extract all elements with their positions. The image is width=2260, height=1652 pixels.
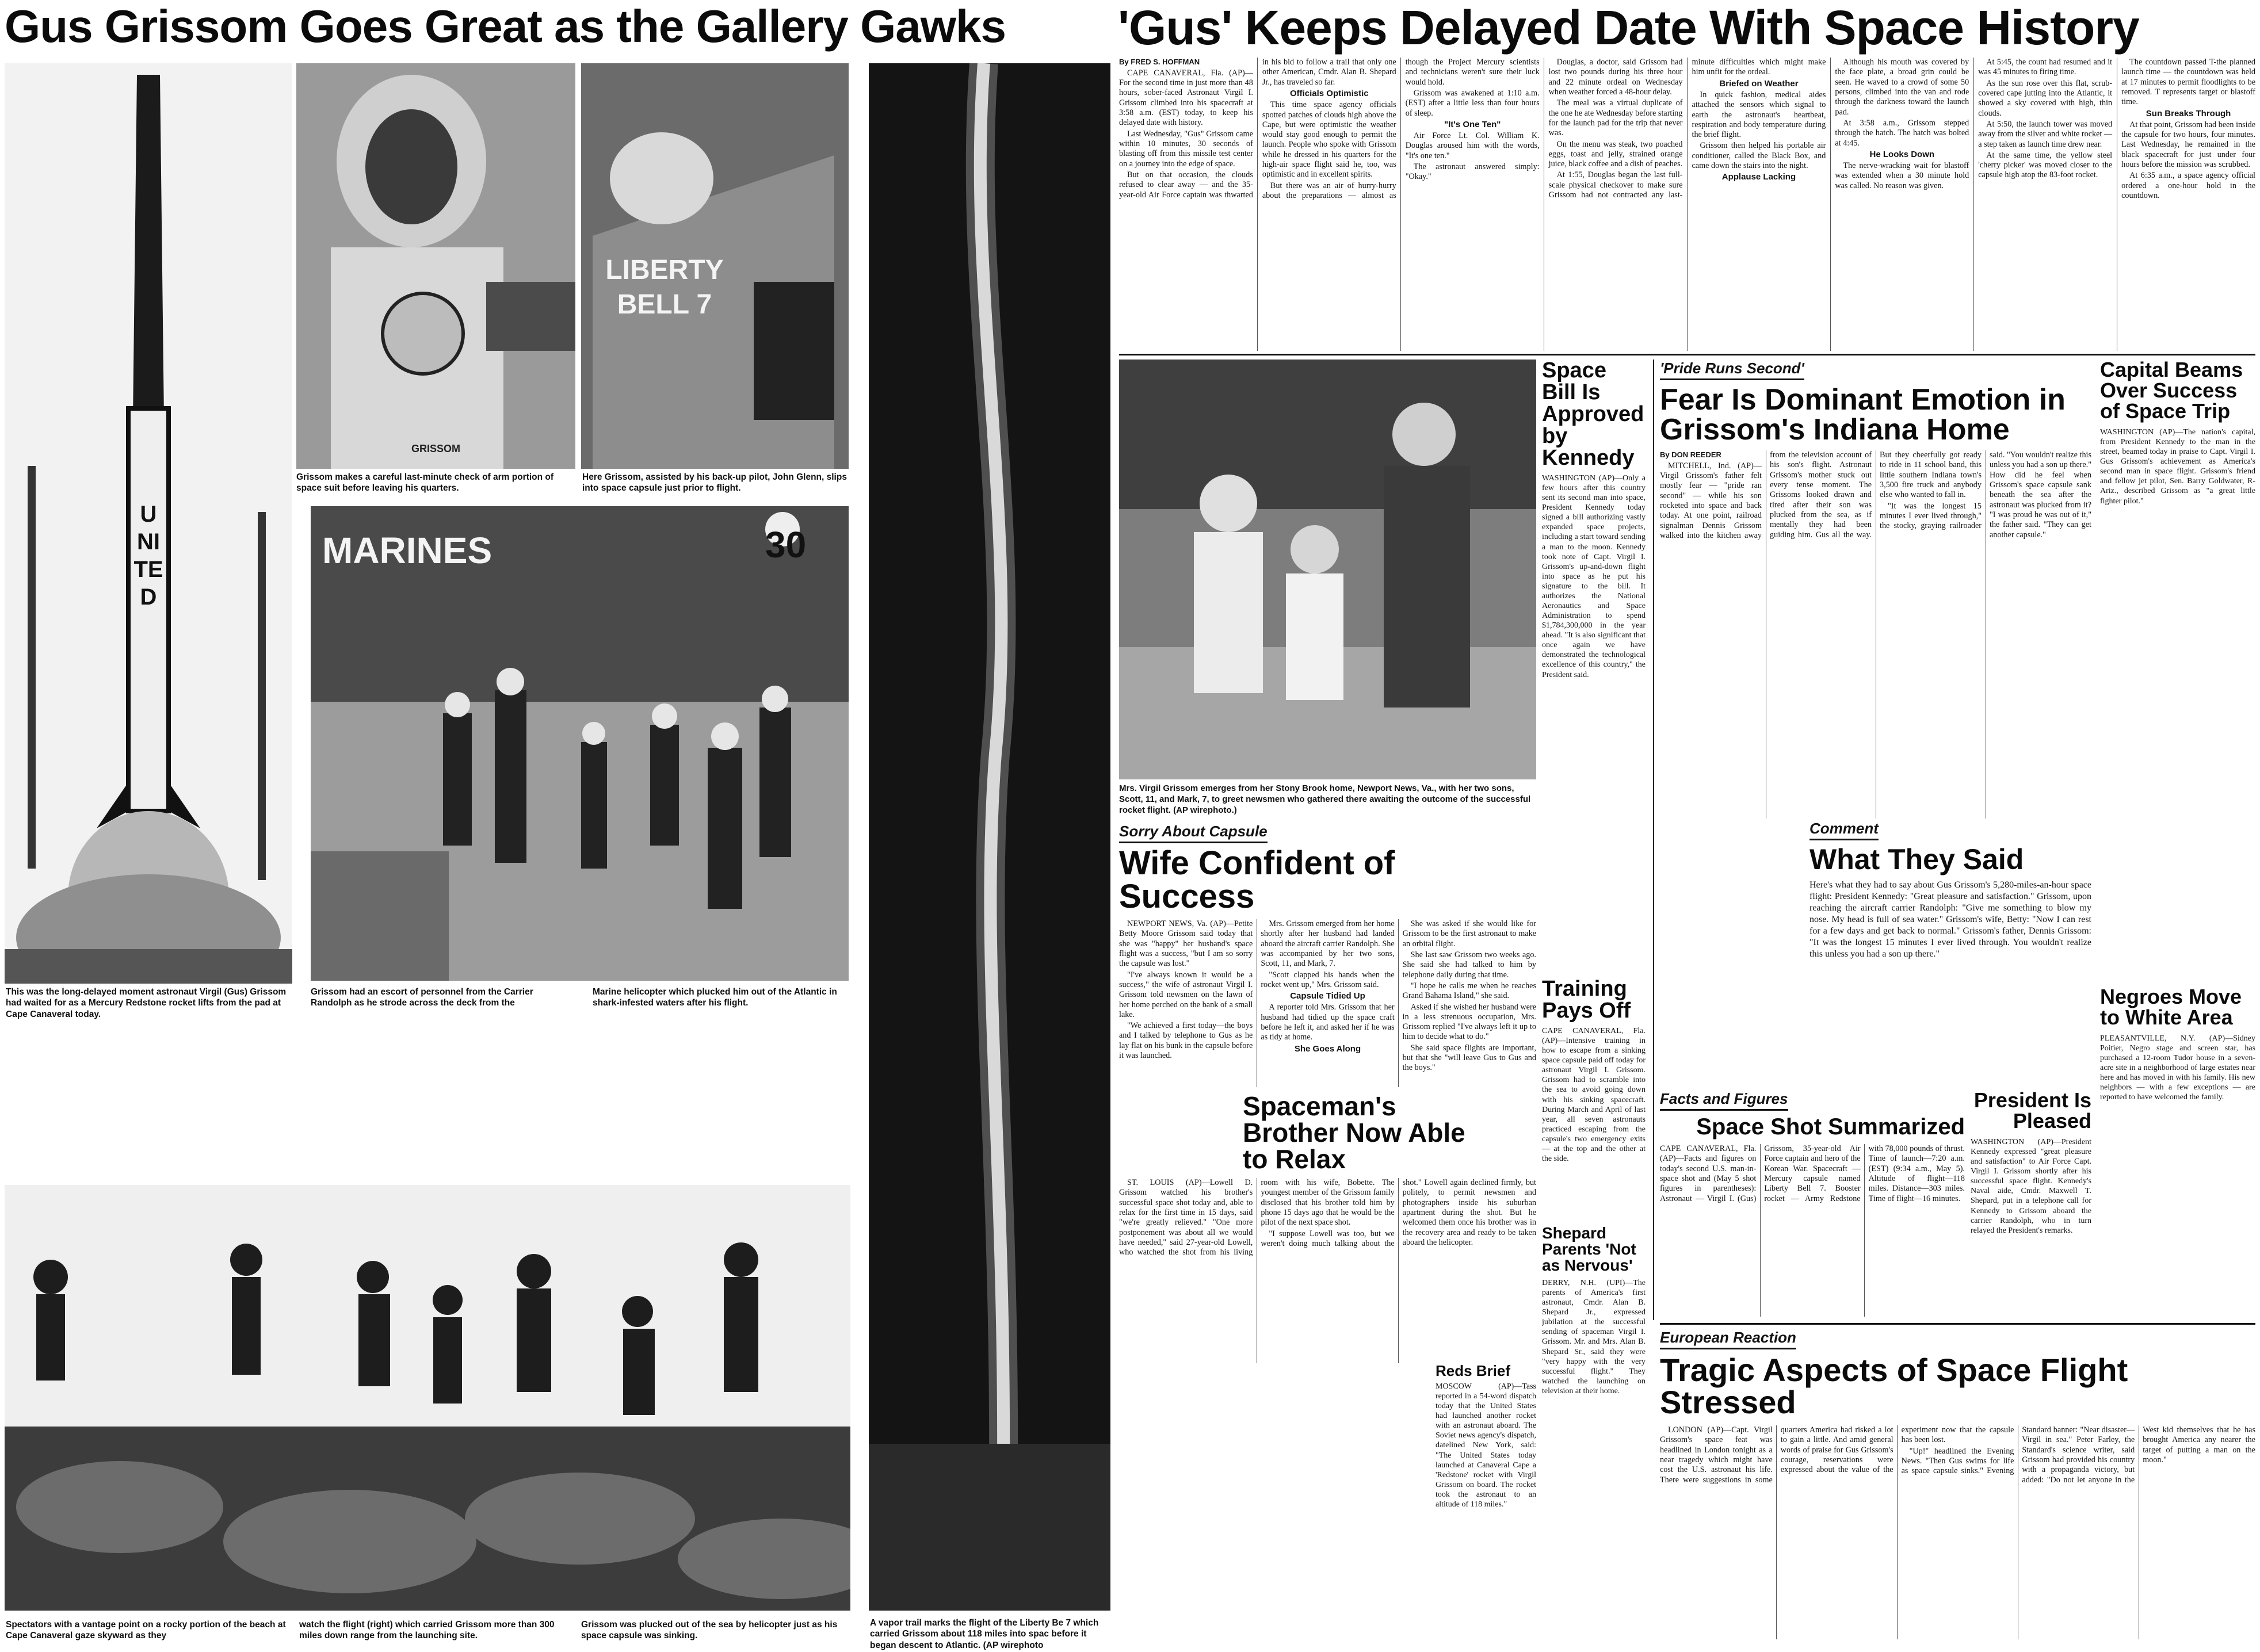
main-paragraph: At 5:50, the launch tower was moved away from the silver and white rocket — a step taken as launch time drew near. (1978, 119, 2113, 149)
capsule-caption: Here Grissom, assisted by his back-up pilot, John Glenn, slips into space capsule just prior to flight. (582, 472, 847, 494)
fear-byline: By DON REEDER (1660, 450, 1721, 459)
fear-paragraph: MITCHELL, Ind. (AP)—Virgil Grissom's father felt mostly fear — "pride ran second" — while his son rocketed into space and back today. At one point, railroad signalman Dennis Grissom walked into the kitchen away from the television account of his son's flight. Astronaut Grissom's mother stuck out every tense moment. The Grissoms looked drawn and tired after their son was plucked from the sea, as if mentally they had been guiding him. Gus all the way. But they cheerfully got ready to ride in 11 school band, this little southern Indiana town's 3,500 fire truck and anybody else who wanted to fall in. (1660, 450, 1982, 541)
main-paragraph: As the sun rose over this flat, scrub-covered cape jutting into the Atlantic, it showed a sky covered with high, thin clouds. (1978, 78, 2113, 118)
main-paragraph: In quick fashion, medical aides attached the sensors which signal to earth the astronaut's heartbeat, respiration and body temperature during the brief flight. (1692, 90, 1826, 140)
right-page (1113, 0, 2260, 1652)
wife-body (1119, 919, 1536, 1087)
reds-story (1436, 1363, 1536, 1605)
fear-paragraph: "It was the longest 15 minutes I ever lived through," the stocky, graying railroader said. "You wouldn't realize this unless you had a son up there." How did he feel when Grissom's space capsule sank beneath the sea after the astronaut was plucked from it? "I was proud he was out of it," the father said. "They can get another capsule." (1880, 450, 2091, 540)
negroes-headline: Negroes Move to White Area (2100, 986, 2242, 1029)
brother-paragraph: "I suppose Lowell was too, but we weren't doing much talking about the shot." Lowell again declined firmly, but politely, to permit newsmen and photographers inside his suburban apartment during the shot. But he welcomed them once his brother was in the recovery area and ready to be taken aboard the helicopter. (1261, 1178, 1536, 1248)
tragic-kicker: European Reaction (1660, 1329, 1796, 1349)
fear-kicker: 'Pride Runs Second' (1660, 360, 1804, 380)
tragic-headline: Tragic Aspects of Space Flight Stressed (1660, 1352, 2128, 1420)
column-rule (1653, 360, 1654, 1320)
right-headline: 'Gus' Keeps Delayed Date With Space History (1118, 1, 2139, 55)
marines-label: MARINES (322, 530, 493, 571)
rocket-caption: This was the long-delayed moment astronaut Virgil (Gus) Grissom had waited for as a Mercury Redstone rocket lifts from the pad at Cape Canaveral today. (6, 987, 287, 1019)
main-subhead: Sun Breaks Through (2146, 108, 2231, 118)
negroes-body: PLEASANTVILLE, N.Y. (AP)—Sidney Poitier, Negro stage and screen star, has purchased a 12-room Tudor house in a seven-acre site in a neighborhood of large estates near here and has moved in with his family. His new neighbors — with a few exceptions — are reported to have welcomed the family. (2100, 1034, 2255, 1102)
vapor-trail-photo (869, 63, 1110, 1611)
tragic-body (1660, 1425, 2255, 1639)
capsule-photo (581, 63, 849, 469)
brother-body (1119, 1178, 1536, 1363)
wife-paragraph: Mrs. Grissom emerged from her home shortly after her husband had landed aboard the aircraft carrier Randolph. She was accompanied by her two sons, Scott, 11, and Mark, 7. (1261, 919, 1395, 969)
wife-paragraph: Asked if she wished her husband were in a less strenuous occupation, Mrs. Grissom replied "I've always left it up to him to decide what to do." (1402, 1002, 1536, 1042)
main-paragraph: The nerve-wracking wait for blastoff was extended when a 30 minute hold was called. No reason was given. (1835, 161, 1969, 190)
main-paragraph: CAPE CANAVERAL, Fla. (AP)—For the second time in just more than 48 hours, sober-faced Astronaut Virgil I. Grissom climbed into his spacecraft at 3:58 a.m. (EST) today, to keep his delayed date with history. (1119, 68, 1253, 128)
fear-body (1660, 450, 2091, 819)
space-bill-headline: Space Bill Is Approved by Kennedy (1542, 360, 1644, 470)
vapor-caption: A vapor trail marks the flight of the Liberty Be 7 which carried Grissom about 118 miles into spac before it began descent to Atlantic. (AP wirephoto (870, 1618, 1099, 1650)
facts-headline: Space Shot Summarized (1696, 1114, 1965, 1139)
main-paragraph: At that point, Grissom had been inside the capsule for two hours, four minutes. Last Wednesday, he remained in the black spacecraft for just under four hours before the mission was scrubbed. (2121, 120, 2255, 170)
brother-headline: Spaceman's Brother Now Able to Relax (1243, 1093, 1465, 1174)
escort-caption: Grissom had an escort of personnel from the Carrier Randolph as he strode across the deck from the (311, 987, 533, 1008)
space-bill-story (1542, 360, 1646, 969)
training-story (1542, 978, 1646, 1219)
reds-headline: Reds Brief (1436, 1363, 1511, 1379)
escort-photo (311, 506, 849, 981)
training-body: CAPE CANAVERAL, Fla. (AP)—Intensive training in how to escape from a sinking space capsule paid off today for astronaut Virgil I. Grissom. Grissom had to scramble into the sea to avoid going down with his sinking spacecraft. During March and April of last year, all seven astronauts practiced escaping from the capsule's two emergency exits — at the top and the other at the side. (1542, 1027, 1646, 1164)
facts-kicker: Facts and Figures (1660, 1090, 1788, 1111)
main-paragraph: At 5:45, the count had resumed and it was 45 minutes to firing time. (1978, 58, 2113, 77)
tragic-paragraph: "Up!" headlined the Evening News. "Then Gus swims for life as space capsule sinks." Evening Standard banner: "Near disaster—Virgil in sea." Peter Farley, the Standard's science writer, said Grissom had provided his country with a propaganda victory, but added: "Do not let anyone in the West kid themselves that he has brought America any nearer the target of putting a man on the moon." (1901, 1425, 2255, 1485)
main-paragraph: On the menu was steak, two poached eggs, toast and jelly, strained orange juice, black coffee and a dish of peaches. (1548, 139, 1683, 169)
tail-number: 30 (765, 524, 807, 565)
rocket-launch-photo (5, 63, 292, 984)
facts-story (1660, 1090, 1965, 1320)
fear-story (1660, 360, 2091, 820)
main-byline: By FRED S. HOFFMAN (1119, 58, 1200, 66)
wife-paragraph: A reporter told Mrs. Grissom that her husband had tidied up the space craft before he left it, and asked her if he was as tidy at home. (1261, 1003, 1395, 1042)
shepard-body: DERRY, N.H. (UPI)—The parents of America's first astronaut, Cmdr. Alan B. Shepard Jr., expressed jubilation at the successful sending of spaceman Virgil I. Grissom. Mr. and Mrs. Alan B. Shepard Sr., said they were "very happy with the very successful flight." They watched the launching on television at their home. (1542, 1279, 1646, 1395)
left-page (0, 0, 1110, 1652)
main-paragraph: This time space agency officials spotted patches of clouds high above the Cape, but were optimistic the weather would stay good enough to permit the launch. People who spoke with Grissom while he dressed in his quarters for the high-air space flight said he, too, was optimistic and in excellent spirits. (1262, 100, 1396, 179)
main-subhead: Officials Optimistic (1289, 88, 1369, 98)
main-paragraph: The meal was a virtual duplicate of the one he ate Wednesday before starting for the launch pad for the trip that never was. (1548, 98, 1683, 138)
main-paragraph: At the same time, the yellow steel 'cherry picker' was moved closer to the capsule high atop the 83-foot rocket. (1978, 150, 2113, 180)
wife-paragraph: She said space flights are important, but that she "will leave Gus to Gus and the boys." (1402, 1043, 1536, 1073)
facts-body: CAPE CANAVERAL, Fla. (AP)—Facts and figures on today's second U.S. man-in-space shot and (May 5 shot figures in parentheses): Astronaut — Virgil I. (Gus) Grissom, 35-year-old Air Force captain and hero of the Korean War. Spacecraft — Mercury capsule named Liberty Bell 7. Booster rocket — Army Redstone with 78,000 pounds of thrust. Time of launch—7:20 a.m. (EST) (9:34 a.m., May 5). Altitude of flight—118 miles. Distance—303 miles. Time of flight—16 minutes. (1660, 1144, 1965, 1203)
wife-paragraph: She was asked if she would like for Grissom to be the first astronaut to make an orbital flight. (1402, 919, 1536, 949)
wife-story (1119, 823, 1536, 1087)
main-paragraph: The astronaut answered simply: "Okay." (1405, 162, 1540, 182)
what-headline: What They Said (1809, 843, 2024, 875)
main-paragraph: But on that occasion, the clouds refused to clear away — and the 35-year-old Air Force captain was thwarted in his bid to follow a trail that only one other American, Cmdr. Alan B. Shepard Jr., has traveled so far. (1119, 58, 1396, 200)
wife-headline: Wife Confident of Success (1119, 844, 1395, 915)
capital-headline: Capital Beams Over Success of Space Trip (2100, 360, 2243, 423)
negroes-story (2100, 986, 2255, 1309)
spectators-caption-b: watch the flight (right) which carried Grissom more than 300 miles down range from the launching site. (299, 1620, 555, 1641)
president-headline: President Is Pleased (1973, 1090, 2091, 1133)
top-section-rule (1119, 354, 2255, 355)
what-kicker: Comment (1809, 820, 1879, 840)
president-story (1971, 1090, 2091, 1320)
capital-story (2100, 360, 2255, 981)
capsule-label: LIBERTY BELL 7 (605, 255, 724, 320)
main-paragraph: Grissom was awakened at 1:10 a.m. (EST) after a little less than four hours of sleep. (1405, 88, 1540, 118)
tragic-story (1660, 1329, 2255, 1639)
spectators-caption-c: Grissom was plucked out of the sea by helicopter just as his space capsule was sinking. (581, 1620, 838, 1641)
wife-paragraph: "We achieved a first today—the boys and I talked by telephone to Gus as he lay flat on his bunk in the capsule before it was launched. (1119, 1021, 1253, 1061)
main-paragraph: The countdown passed T-the planned launch time — the countdown was held at 17 minutes to permit floodlights to be removed. T represents target or blastoff time. (2121, 58, 2255, 107)
suit-caption: Grissom makes a careful last-minute check of arm portion of space suit before leaving his quarters. (296, 472, 554, 494)
main-subhead: Briefed on Weather (1719, 78, 1799, 89)
main-story (1119, 58, 2255, 351)
wife-paragraph: She last saw Grissom two weeks ago. She said she had talked to him by telephone daily during that time. (1402, 950, 1536, 980)
main-subhead: He Looks Down (1869, 149, 1935, 159)
wife-dateline: NEWPORT NEWS, Va. (AP)—Petite Betty Moore Grissom said today that she was "happy" her husband's space flight was a success, "but I am so sorry the capsule was lost." (1119, 919, 1253, 969)
helicopter-caption: Marine helicopter which plucked him out of the Atlantic in shark-infested waters after his flight. (593, 987, 837, 1008)
wife-subhead: Capsule Tidied Up (1290, 991, 1365, 1001)
fear-headline: Fear Is Dominant Emotion in Grissom's Indiana Home (1660, 383, 2066, 446)
suit-nametag: GRISSOM (411, 443, 461, 454)
space-bill-body: WASHINGTON (AP)—Only a few hours after this country sent its second man into space, President Kennedy today signed a bill authorizing vastly expanded space projects, including a start toward sending a man to the moon. Kennedy took note of Capt. Virgil I. Grissom's up-and-down flight into space as he put his signature to the bill. It authorizes the National Aeronautics and Space Administration to spend $1,784,300,000 in the year ahead. "It is also significant that once again we have demonstrated the technological excellence of this country," the President said. (1542, 474, 1646, 679)
wife-paragraph: "I've always known it would be a success," the wife of astronaut Virgil I. Grissom told newsmen on the lawn of her home perched on the bank of a small lake. (1119, 970, 1253, 1019)
tragic-paragraph: LONDON (AP)—Capt. Virgil Grissom's space feat was headlined in London tonight as a near tragedy which might have cost the U.S. astronaut his life. There were suggestions in some quarters America had risked a lot to gain a little. And amid general words of praise for Gus Grissom's courage, reservations were expressed about the value of the experiment now that the capsule has been lost. (1660, 1425, 2014, 1485)
main-paragraph: Last Wednesday, "Gus" Grissom came within 10 minutes, 30 seconds of blasting off from this missile test center on a journey into the edge of space. (1119, 129, 1253, 169)
wife-paragraph: "I hope he calls me when he reaches Grand Bahama Island," she said. (1402, 981, 1536, 1001)
shepard-headline: Shepard Parents 'Not as Nervous' (1542, 1225, 1636, 1274)
left-headline: Gus Grissom Goes Great as the Gallery Gawks (5, 1, 1006, 52)
spectators-photo (5, 1185, 850, 1611)
suit-check-photo (296, 63, 575, 469)
main-paragraph: Air Force Lt. Col. William K. Douglas aroused him with the words, "It's one ten." (1405, 131, 1540, 160)
what-body: Here's what they had to say about Gus Grissom's 5,280-miles-an-hour space flight: President Kennedy: "Great pleasure and satisfaction." Grissom, upon reaching the aircraft carrier Randolph: "Give me something to blow my nose. My head is full of sea water." Grissom's wife, Betty: "Now I can rest for a few days and get back to normal." Grissom's father, Dennis Grissom: "It was the longest 15 minutes I ever lived through. You wouldn't realize this unless you had a son up there." (1809, 880, 2091, 959)
main-paragraph: At 1:55, Douglas began the last full-scale physical checkover to make sure Grissom had not contracted any last-minute difficulties which might make him unfit for the ordeal. (1548, 58, 1826, 200)
family-photo (1119, 360, 1536, 779)
capital-body: WASHINGTON (AP)—The nation's capital, from President Kennedy to the man in the street, beamed today in praise to Capt. Virgil I. Gus Grissom's achievement as America's second man in space flight. Grissom's friend and fellow jet pilot, Sen. Barry Goldwater, R-Ariz., described Grissom as "a great little fighter pilot." (2100, 428, 2255, 506)
main-paragraph: Grissom then helped his portable air conditioner, called the Black Box, and came down the stairs into the night. (1692, 141, 1826, 171)
main-paragraph: Although his mouth was covered by the face plate, a broad grin could be seen. He waved to a crowd of some 50 persons, climbed into the van and rode through the darkness toward the launch pad. (1835, 58, 1969, 117)
spectators-caption-a: Spectators with a vantage point on a rocky portion of the beach at Cape Canaveral gaze skyward as they (6, 1620, 286, 1641)
rocket-label: UNITED (133, 502, 163, 610)
main-paragraph: But there was an air of hurry-hurry about the preparations — almost as though the Project Mercury scientists and technicians weren't sure their luck would hold. (1262, 58, 1540, 201)
main-subhead: "It's One Ten" (1444, 119, 1501, 129)
wife-kicker: Sorry About Capsule (1119, 823, 1268, 843)
main-paragraph: Douglas, a doctor, said Grissom had lost two pounds during his three hour and 22 minute ordeal on Wednesday when weather forced a 48-hour delay. (1548, 58, 1683, 97)
president-body: WASHINGTON (AP)—President Kennedy expressed "great pleasure and satisfaction" to Air Force Capt. Virgil I. Grissom shortly after his successful space flight. Kennedy's Naval aide, Cmdr. Maxwell T. Shepard, put in a telephone call for Kennedy to Grissom aboard the carrier Randolph, who in turn relayed the President's remarks. (1971, 1138, 2091, 1235)
main-subhead: Applause Lacking (1721, 172, 1796, 182)
wife-subhead: She Goes Along (1294, 1043, 1361, 1054)
reds-body: MOSCOW (AP)—Tass reported in a 54-word dispatch today that the United States had launched another rocket with an astronaut aboard. The Soviet news agency's dispatch, datelined New York, said: "The United States today launched at Canaveral Cape a 'Redstone' rocket with Virgil Grissom on board. The rocket took the astronaut to an altitude of 118 miles." (1436, 1382, 1536, 1509)
family-caption: Mrs. Virgil Grissom emerges from her Stony Brook home, Newport News, Va., with her two sons, Scott, 11, and Mark, 7, to greet newsmen who gathered there awaiting the outcome of the successful rocket flight. (AP wirephoto.) (1119, 783, 1531, 815)
training-headline: Training Pays Off (1542, 978, 1631, 1023)
main-paragraph: At 3:58 a.m., Grissom stepped through the hatch. The hatch was bolted at 4:45. (1835, 118, 1969, 148)
brother-story (1119, 1093, 1536, 1363)
bottom-section-rule (1660, 1323, 2255, 1325)
wife-paragraph: "Scott clapped his hands when the rocket went up," Mrs. Grissom said. (1261, 970, 1395, 989)
what-they-said-story (1809, 820, 2091, 1084)
brother-paragraph: ST. LOUIS (AP)—Lowell D. Grissom watched his brother's successful space shot today and, able to relax for the first time in 15 days, said "we're greatly relieved." "One more postponement was about all we would have needed," said 27-year-old Lowell, who watched the shot from his living room with his wife, Bobette. The youngest member of the Grissom family disclosed that his brother told him by phone 15 days ago that he would be the pilot of the next space shot. (1119, 1178, 1395, 1257)
main-paragraph: At 6:35 a.m., a space agency official ordered a one-hour hold in the countdown. (2121, 171, 2255, 201)
shepard-story (1542, 1225, 1646, 1593)
